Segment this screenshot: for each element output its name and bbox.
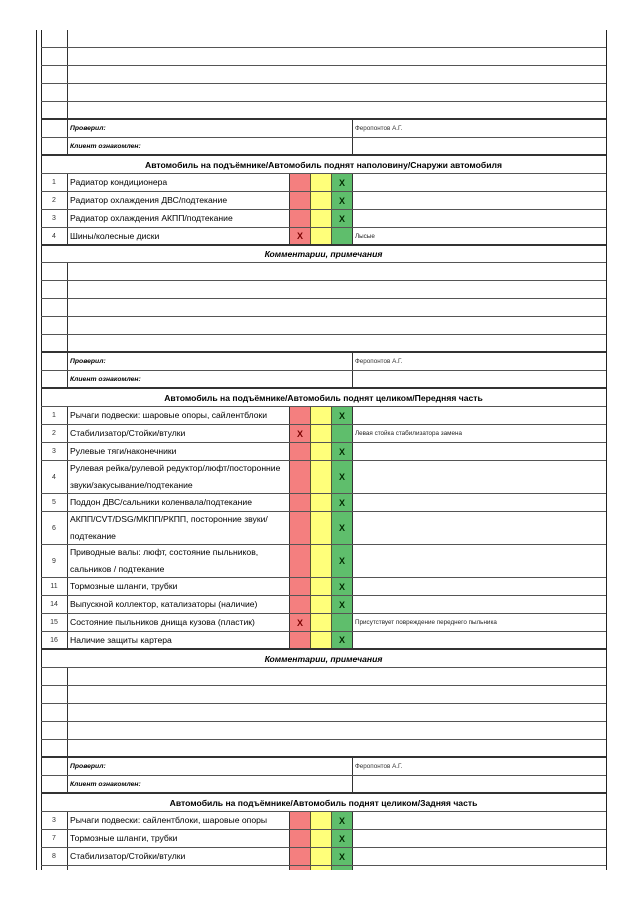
checklist-row xyxy=(41,192,606,210)
item-comment[interactable]: Лысые xyxy=(355,232,375,240)
item-text: Приводные валы: люфт, состояние пыльников, сальников / подтекание xyxy=(68,545,290,577)
status-red-cell[interactable] xyxy=(290,830,311,847)
check-mark: X xyxy=(338,556,345,566)
item-text: Рычаги подвески: сайлентблоки, шаровые опоры xyxy=(68,812,290,829)
comments-header xyxy=(41,246,606,263)
section-header xyxy=(41,389,606,407)
comment-blank-row[interactable] xyxy=(41,740,606,758)
item-text: Выпускной коллектор, катализаторы (наличие) xyxy=(68,596,290,613)
status-green-cell[interactable] xyxy=(332,494,353,511)
status-red-cell[interactable] xyxy=(290,614,311,631)
status-green-cell[interactable] xyxy=(332,578,353,595)
status-green-cell[interactable] xyxy=(332,228,353,244)
comment-blank-row[interactable] xyxy=(41,281,606,299)
item-text: Радиатор охлаждения ДВС/подтекание xyxy=(68,192,290,209)
inspection-table xyxy=(41,30,607,870)
item-text: АКПП/CVT/DSG/МКПП/РКПП, посторонние звуки/ подтекание xyxy=(68,512,290,544)
status-red-cell[interactable] xyxy=(290,812,311,829)
item-comment[interactable] xyxy=(353,632,606,648)
status-red-cell[interactable] xyxy=(290,578,311,595)
client-acknowledged-row xyxy=(41,776,606,794)
client-acknowledged-value[interactable] xyxy=(353,776,606,792)
check-mark: X xyxy=(296,231,303,241)
item-number: 16 xyxy=(41,632,68,648)
check-mark: X xyxy=(338,581,345,592)
item-text: Поддон ДВС/сальники коленвала/подтекание xyxy=(68,494,290,511)
checked-by-value[interactable]: Феропонтов А.Г. xyxy=(355,125,403,132)
status-red-cell[interactable] xyxy=(290,848,311,865)
status-yellow-cell[interactable] xyxy=(311,407,332,424)
comment-blank-row[interactable] xyxy=(41,66,606,84)
status-yellow-cell[interactable] xyxy=(311,812,332,829)
checklist-row xyxy=(41,228,606,246)
comment-blank-row[interactable] xyxy=(41,317,606,335)
status-red-cell[interactable] xyxy=(290,210,311,227)
checklist-row xyxy=(41,545,606,578)
status-red-cell[interactable] xyxy=(290,443,311,460)
check-mark: X xyxy=(338,195,345,206)
status-yellow-cell[interactable] xyxy=(311,494,332,511)
client-acknowledged-value[interactable] xyxy=(353,371,606,387)
status-yellow-cell[interactable] xyxy=(311,192,332,209)
checklist-row xyxy=(41,425,606,443)
left-border-outer xyxy=(36,30,37,870)
check-mark: X xyxy=(338,851,345,862)
status-yellow-cell[interactable] xyxy=(311,228,332,244)
item-number: 9 xyxy=(41,545,68,577)
item-text: Радиатор кондиционера xyxy=(68,174,290,191)
comment-blank-row[interactable] xyxy=(41,84,606,102)
client-acknowledged-row xyxy=(41,138,606,156)
section-title: Автомобиль на подъёмнике/Автомобиль поднят целиком/Передняя часть xyxy=(164,392,483,403)
item-comment[interactable] xyxy=(353,192,606,209)
checklist-row xyxy=(41,812,606,830)
status-red-cell[interactable] xyxy=(290,545,311,577)
status-green-cell[interactable] xyxy=(332,210,353,227)
checklist-row-partial xyxy=(41,866,606,870)
item-text: Стабилизатор/Стойки/втулки xyxy=(68,848,290,865)
checklist-row xyxy=(41,830,606,848)
comment-blank-row[interactable] xyxy=(41,263,606,281)
status-red-cell[interactable] xyxy=(290,596,311,613)
client-acknowledged-value[interactable] xyxy=(353,138,606,154)
item-comment[interactable] xyxy=(353,407,606,424)
checklist-row xyxy=(41,494,606,512)
comment-blank-row[interactable] xyxy=(41,299,606,317)
item-text: Рычаги подвески: шаровые опоры, сайлентблоки xyxy=(68,407,290,424)
status-yellow-cell[interactable] xyxy=(311,174,332,191)
checklist-row xyxy=(41,210,606,228)
checklist-row xyxy=(41,596,606,614)
comment-blank-row[interactable] xyxy=(41,668,606,686)
status-red-cell[interactable] xyxy=(290,512,311,544)
checked-by-label: Проверил: xyxy=(68,353,353,370)
section-title: Автомобиль на подъёмнике/Автомобиль поднят наполовину/Снаружи автомобиля xyxy=(144,159,502,170)
item-number: 3 xyxy=(41,443,68,460)
item-number: 2 xyxy=(41,192,68,209)
checked-by-row xyxy=(41,353,606,371)
client-acknowledged-label: Клиент ознакомлен: xyxy=(68,138,353,154)
comment-blank-row[interactable] xyxy=(41,722,606,740)
status-yellow-cell[interactable] xyxy=(311,632,332,648)
item-number: 14 xyxy=(41,596,68,613)
item-number: 3 xyxy=(41,812,68,829)
item-comment[interactable] xyxy=(353,812,606,829)
item-comment[interactable]: Левая стойка стабилизатора замена xyxy=(355,430,462,437)
item-number: 11 xyxy=(41,578,68,595)
status-red-cell[interactable] xyxy=(290,407,311,424)
status-yellow-cell[interactable] xyxy=(311,578,332,595)
status-yellow-cell[interactable] xyxy=(311,545,332,577)
status-green-cell[interactable] xyxy=(332,512,353,544)
check-mark: X xyxy=(338,177,345,188)
status-green-cell[interactable] xyxy=(332,632,353,648)
status-green-cell[interactable] xyxy=(332,830,353,847)
checked-by-value[interactable]: Феропонтов А.Г. xyxy=(355,763,403,770)
status-red-cell[interactable] xyxy=(290,494,311,511)
status-green-cell[interactable] xyxy=(332,596,353,613)
item-comment[interactable] xyxy=(353,848,606,865)
checklist-row xyxy=(41,174,606,192)
checklist-row xyxy=(41,443,606,461)
status-green-cell[interactable] xyxy=(332,812,353,829)
comment-blank-row[interactable] xyxy=(41,704,606,722)
item-text: Стабилизатор/Стойки/втулки xyxy=(68,425,290,442)
item-comment[interactable] xyxy=(353,443,606,460)
comments-title: Комментарии, примечания xyxy=(264,653,383,664)
status-yellow-cell[interactable] xyxy=(311,596,332,613)
status-green-cell[interactable] xyxy=(332,614,353,631)
status-green-cell[interactable] xyxy=(332,407,353,424)
item-comment[interactable] xyxy=(353,545,606,577)
checklist-row xyxy=(41,632,606,650)
check-mark: X xyxy=(338,815,345,826)
checked-by-row xyxy=(41,758,606,776)
item-number: 4 xyxy=(41,461,68,493)
checked-by-row xyxy=(41,120,606,138)
status-yellow-cell[interactable] xyxy=(311,512,332,544)
comment-blank-row[interactable] xyxy=(41,335,606,353)
item-comment[interactable] xyxy=(353,461,606,493)
check-mark: X xyxy=(296,428,303,439)
comment-blank-row[interactable] xyxy=(41,102,606,120)
section-header xyxy=(41,156,606,174)
item-number: 8 xyxy=(41,848,68,865)
item-comment[interactable]: Присутствует повреждение переднего пыльника xyxy=(355,619,497,626)
checklist-row xyxy=(41,614,606,632)
item-number: 1 xyxy=(41,174,68,191)
status-red-cell[interactable] xyxy=(290,425,311,442)
item-comment[interactable] xyxy=(353,596,606,613)
checked-by-value[interactable]: Феропонтов А.Г. xyxy=(355,358,403,365)
status-yellow-cell[interactable] xyxy=(311,830,332,847)
status-yellow-cell[interactable] xyxy=(311,425,332,442)
checklist-row xyxy=(41,578,606,596)
item-text: Шины/колесные диски xyxy=(68,228,290,244)
item-text: Наличие защиты картера xyxy=(68,632,290,648)
status-green-cell[interactable] xyxy=(332,425,353,442)
checked-by-label: Проверил: xyxy=(68,758,353,775)
check-mark: X xyxy=(296,617,303,628)
item-text: Тормозные шланги, трубки xyxy=(68,578,290,595)
checklist-row xyxy=(41,512,606,545)
status-green-cell[interactable] xyxy=(332,192,353,209)
check-mark: X xyxy=(338,497,345,508)
client-acknowledged-label: Клиент ознакомлен: xyxy=(68,371,353,387)
status-yellow-cell[interactable] xyxy=(311,848,332,865)
check-mark: X xyxy=(338,410,345,421)
item-number: 6 xyxy=(41,512,68,544)
check-mark: X xyxy=(338,472,345,482)
item-number: 4 xyxy=(41,228,68,244)
status-red-cell[interactable] xyxy=(290,192,311,209)
checklist-row xyxy=(41,848,606,866)
item-comment[interactable] xyxy=(353,830,606,847)
item-comment[interactable] xyxy=(353,578,606,595)
client-acknowledged-row xyxy=(41,371,606,389)
item-text: Радиатор охлаждения АКПП/подтекание xyxy=(68,210,290,227)
status-yellow-cell[interactable] xyxy=(311,461,332,493)
item-text: Состояние пыльников днища кузова (пластик) xyxy=(68,614,290,631)
item-comment[interactable] xyxy=(353,210,606,227)
section-header xyxy=(41,794,606,812)
item-number: 2 xyxy=(41,425,68,442)
section-title: Автомобиль на подъёмнике/Автомобиль поднят целиком/Задняя часть xyxy=(169,797,478,808)
item-number: 7 xyxy=(41,830,68,847)
checklist-row xyxy=(41,407,606,425)
comments-header xyxy=(41,650,606,668)
check-mark: X xyxy=(338,446,345,457)
item-number: 15 xyxy=(41,614,68,631)
check-mark: X xyxy=(338,635,345,645)
check-mark: X xyxy=(338,523,345,533)
check-mark: X xyxy=(338,213,345,224)
status-red-cell[interactable] xyxy=(290,228,311,244)
comment-blank-row[interactable] xyxy=(41,48,606,66)
status-yellow-cell[interactable] xyxy=(311,443,332,460)
client-acknowledged-label: Клиент ознакомлен: xyxy=(68,776,353,792)
check-mark: X xyxy=(338,833,345,844)
item-comment[interactable] xyxy=(353,512,606,544)
comment-blank-row[interactable] xyxy=(41,30,606,48)
checklist-row xyxy=(41,461,606,494)
status-yellow-cell[interactable] xyxy=(311,210,332,227)
item-text: Рулевая рейка/рулевой редуктор/люфт/посторонние звуки/закусывание/подтекание xyxy=(68,461,290,493)
comments-title: Комментарии, примечания xyxy=(264,249,383,259)
status-red-cell[interactable] xyxy=(290,632,311,648)
status-green-cell[interactable] xyxy=(332,545,353,577)
item-number: 5 xyxy=(41,494,68,511)
item-text: Тормозные шланги, трубки xyxy=(68,830,290,847)
status-yellow-cell[interactable] xyxy=(311,614,332,631)
item-text: Рулевые тяги/наконечники xyxy=(68,443,290,460)
checked-by-label: Проверил: xyxy=(68,120,353,137)
status-green-cell[interactable] xyxy=(332,461,353,493)
status-green-cell[interactable] xyxy=(332,443,353,460)
comment-blank-row[interactable] xyxy=(41,686,606,704)
status-red-cell[interactable] xyxy=(290,174,311,191)
item-number: 1 xyxy=(41,407,68,424)
item-comment[interactable] xyxy=(353,174,606,191)
item-number: 3 xyxy=(41,210,68,227)
status-green-cell[interactable] xyxy=(332,848,353,865)
item-comment[interactable] xyxy=(353,494,606,511)
status-red-cell[interactable] xyxy=(290,461,311,493)
status-green-cell[interactable] xyxy=(332,174,353,191)
check-mark: X xyxy=(338,599,345,610)
